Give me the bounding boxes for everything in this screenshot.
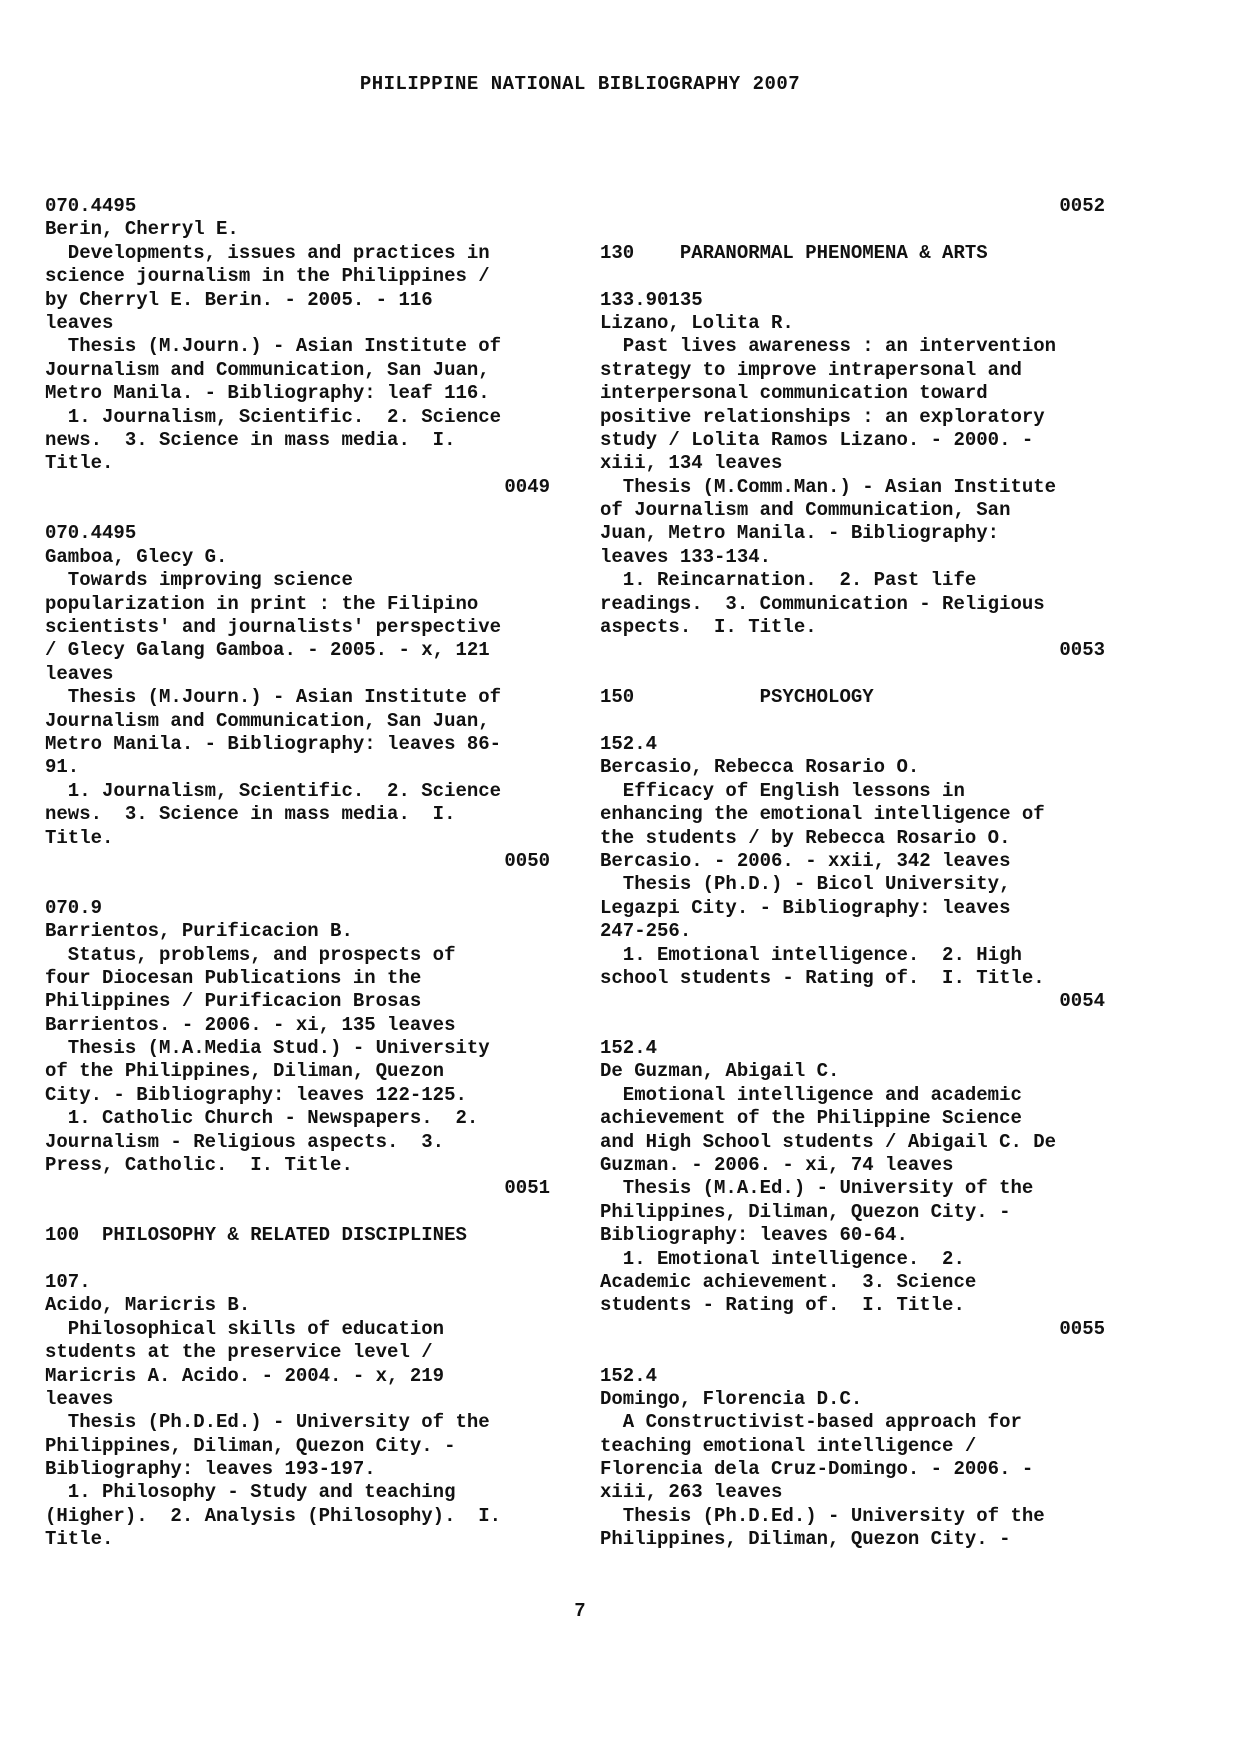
entry-line: 1. Reincarnation. 2. Past life (600, 569, 977, 592)
entry-number: 0050 (504, 849, 550, 872)
entry-line: Legazpi City. - Bibliography: leaves (600, 896, 1011, 919)
entry-line: City. - Bibliography: leaves 122-125. (45, 1083, 467, 1106)
entry-line: news. 3. Science in mass media. I. (45, 428, 456, 451)
entry-line: by Cherryl E. Berin. - 2005. - 116 (45, 288, 433, 311)
spacer (45, 499, 550, 522)
spacer (600, 710, 1105, 733)
entry-line: 152.4 (600, 732, 658, 755)
entry-line: leaves (45, 662, 114, 685)
spacer (600, 1341, 1105, 1364)
spacer (45, 873, 550, 896)
entry-line: 1. Emotional intelligence. 2. (600, 1247, 965, 1270)
spacer (45, 1201, 550, 1224)
entry-line: leaves (45, 1387, 114, 1410)
entry-line: enhancing the emotional intelligence of (600, 803, 1045, 826)
entry-line: leaves 133-134. (600, 545, 772, 568)
entry-line: Philippines / Purificacion Brosas (45, 990, 422, 1013)
entry-line: Acido, Maricris B. (45, 1294, 251, 1317)
entry-number: 0052 (1059, 195, 1105, 217)
entry-line: 133.90135 (600, 288, 703, 311)
entry-line: school students - Rating of. I. Title. (600, 966, 1045, 989)
entry-line: Domingo, Florencia D.C. (600, 1387, 863, 1410)
entry-line: students - Rating of. I. Title. (600, 1294, 965, 1317)
entry-line: Title. (45, 826, 114, 849)
entry-line: Juan, Metro Manila. - Bibliography: (600, 522, 1000, 545)
entry-line: 1. Journalism, Scientific. 2. Science (45, 405, 502, 428)
entry-line: Philippines, Diliman, Quezon City. - (45, 1434, 456, 1457)
entry-line: 91. (45, 756, 80, 779)
entry-line: Journalism and Communication, San Juan, (45, 709, 490, 732)
spacer (600, 218, 1105, 241)
entry-line: Thesis (M.Journ.) - Asian Institute of (45, 686, 502, 709)
entry-line: De Guzman, Abigail C. (600, 1060, 840, 1083)
entry-line: aspects. I. Title. (600, 616, 817, 639)
entry-line: news. 3. Science in mass media. I. (45, 803, 456, 826)
entry-number: 0051 (504, 1177, 550, 1200)
entry-line: Berin, Cherryl E. (45, 218, 239, 241)
right-column (600, 195, 1105, 1552)
entry-line: Towards improving science (45, 569, 353, 592)
entry-line: teaching emotional intelligence / (600, 1434, 977, 1457)
entry-line: 070.4495 (45, 522, 137, 545)
entry-line: scientists' and journalists' perspective (45, 616, 502, 639)
entry-line: four Diocesan Publications in the (45, 966, 422, 989)
entry-line: achievement of the Philippine Science (600, 1107, 1022, 1130)
spacer (45, 1248, 550, 1271)
entry-line: Press, Catholic. I. Title. (45, 1154, 353, 1177)
entry-number: 0053 (1059, 639, 1105, 662)
left-column (45, 195, 550, 1552)
entry-line: Academic achievement. 3. Science (600, 1270, 977, 1293)
entry-line: 1. Emotional intelligence. 2. High (600, 943, 1022, 966)
entry-line: of Journalism and Communication, San (600, 499, 1011, 522)
entry-line: Guzman. - 2006. - xi, 74 leaves (600, 1154, 954, 1177)
entry-line: 150 PSYCHOLOGY (600, 686, 874, 709)
entry-line: 152.4 (600, 1364, 658, 1387)
entry-line: Thesis (Ph.D.Ed.) - University of the (45, 1411, 490, 1434)
entry-line: and High School students / Abigail C. De (600, 1130, 1057, 1153)
entry-line: Title. (45, 1528, 114, 1551)
entry-line: Bercasio, Rebecca Rosario O. (600, 756, 920, 779)
entry-line: Journalism - Religious aspects. 3. (45, 1130, 445, 1153)
entry-line: 100 PHILOSOPHY & RELATED DISCIPLINES (45, 1224, 467, 1247)
entry-line: Barrientos, Purificacion B. (45, 920, 353, 943)
entry-number: 0049 (504, 475, 550, 498)
entry-line: Thesis (M.A.Media Stud.) - University (45, 1037, 490, 1060)
entry-line: Philippines, Diliman, Quezon City. - (600, 1528, 1011, 1551)
spacer (600, 1014, 1105, 1037)
entry-line: A Constructivist-based approach for (600, 1411, 1022, 1434)
entry-line: 152.4 (600, 1037, 658, 1060)
entry-line: of the Philippines, Diliman, Quezon (45, 1060, 445, 1083)
entry-line: Thesis (Ph.D.Ed.) - University of the (600, 1504, 1045, 1527)
entry-line: Thesis (Ph.D.) - Bicol University, (600, 873, 1011, 896)
spacer (600, 663, 1105, 686)
entry-line: 130 PARANORMAL PHENOMENA & ARTS (600, 241, 988, 264)
entry-line: Metro Manila. - Bibliography: leaf 116. (45, 382, 490, 405)
entry-line: readings. 3. Communication - Religious (600, 592, 1045, 615)
entry-line: leaves (45, 311, 114, 334)
entry-line: xiii, 134 leaves (600, 452, 783, 475)
entry-line: Florencia dela Cruz-Domingo. - 2006. - (600, 1458, 1034, 1481)
entry-number: 0055 (1059, 1317, 1105, 1340)
entry-line: Title. (45, 452, 114, 475)
entry-line: 247-256. (600, 920, 692, 943)
entry-line: positive relationships : an exploratory (600, 405, 1045, 428)
entry-line: Bibliography: leaves 60-64. (600, 1224, 908, 1247)
entry-line: strategy to improve intrapersonal and (600, 358, 1022, 381)
entry-line: (Higher). 2. Analysis (Philosophy). I. (45, 1504, 502, 1527)
entry-line: science journalism in the Philippines / (45, 265, 490, 288)
entry-line: students at the preservice level / (45, 1341, 433, 1364)
entry-line: Emotional intelligence and academic (600, 1083, 1022, 1106)
entry-line: Past lives awareness : an intervention (600, 335, 1057, 358)
entry-line: Thesis (M.Journ.) - Asian Institute of (45, 335, 502, 358)
spacer (600, 265, 1105, 288)
entry-line: 070.9 (45, 896, 103, 919)
entry-line: 1. Journalism, Scientific. 2. Science (45, 779, 502, 802)
entry-line: 1. Catholic Church - Newspapers. 2. (45, 1107, 479, 1130)
entry-line: 107. (45, 1270, 91, 1293)
entry-line: Metro Manila. - Bibliography: leaves 86- (45, 732, 502, 755)
page-header: PHILIPPINE NATIONAL BIBLIOGRAPHY 2007 (359, 73, 801, 95)
entry-line: popularization in print : the Filipino (45, 592, 479, 615)
entry-line: Thesis (M.A.Ed.) - University of the (600, 1177, 1034, 1200)
entry-line: Developments, issues and practices in (45, 241, 490, 264)
entry-line: Bibliography: leaves 193-197. (45, 1458, 376, 1481)
entry-line: Efficacy of English lessons in (600, 779, 965, 802)
entry-line: Lizano, Lolita R. (600, 311, 794, 334)
entry-line: Philippines, Diliman, Quezon City. - (600, 1200, 1011, 1223)
entry-line: 070.4495 (45, 195, 137, 217)
entry-line: Bercasio. - 2006. - xxii, 342 leaves (600, 849, 1011, 872)
entry-line: Gamboa, Glecy G. (45, 545, 228, 568)
entry-line: Maricris A. Acido. - 2004. - x, 219 (45, 1364, 445, 1387)
entry-line: Status, problems, and prospects of (45, 943, 456, 966)
entry-line: interpersonal communication toward (600, 382, 988, 405)
entry-number: 0054 (1059, 990, 1105, 1013)
entry-line: Philosophical skills of education (45, 1317, 445, 1340)
entry-line: Journalism and Communication, San Juan, (45, 358, 490, 381)
entry-line: the students / by Rebecca Rosario O. (600, 826, 1011, 849)
entry-line: Barrientos. - 2006. - xi, 135 leaves (45, 1013, 456, 1036)
entry-line: / Glecy Galang Gamboa. - 2005. - x, 121 (45, 639, 490, 662)
entry-line: 1. Philosophy - Study and teaching (45, 1481, 456, 1504)
entry-line: xiii, 263 leaves (600, 1481, 783, 1504)
entry-line: Thesis (M.Comm.Man.) - Asian Institute (600, 475, 1057, 498)
page-number: 7 (574, 1600, 586, 1622)
entry-line: study / Lolita Ramos Lizano. - 2000. - (600, 428, 1034, 451)
